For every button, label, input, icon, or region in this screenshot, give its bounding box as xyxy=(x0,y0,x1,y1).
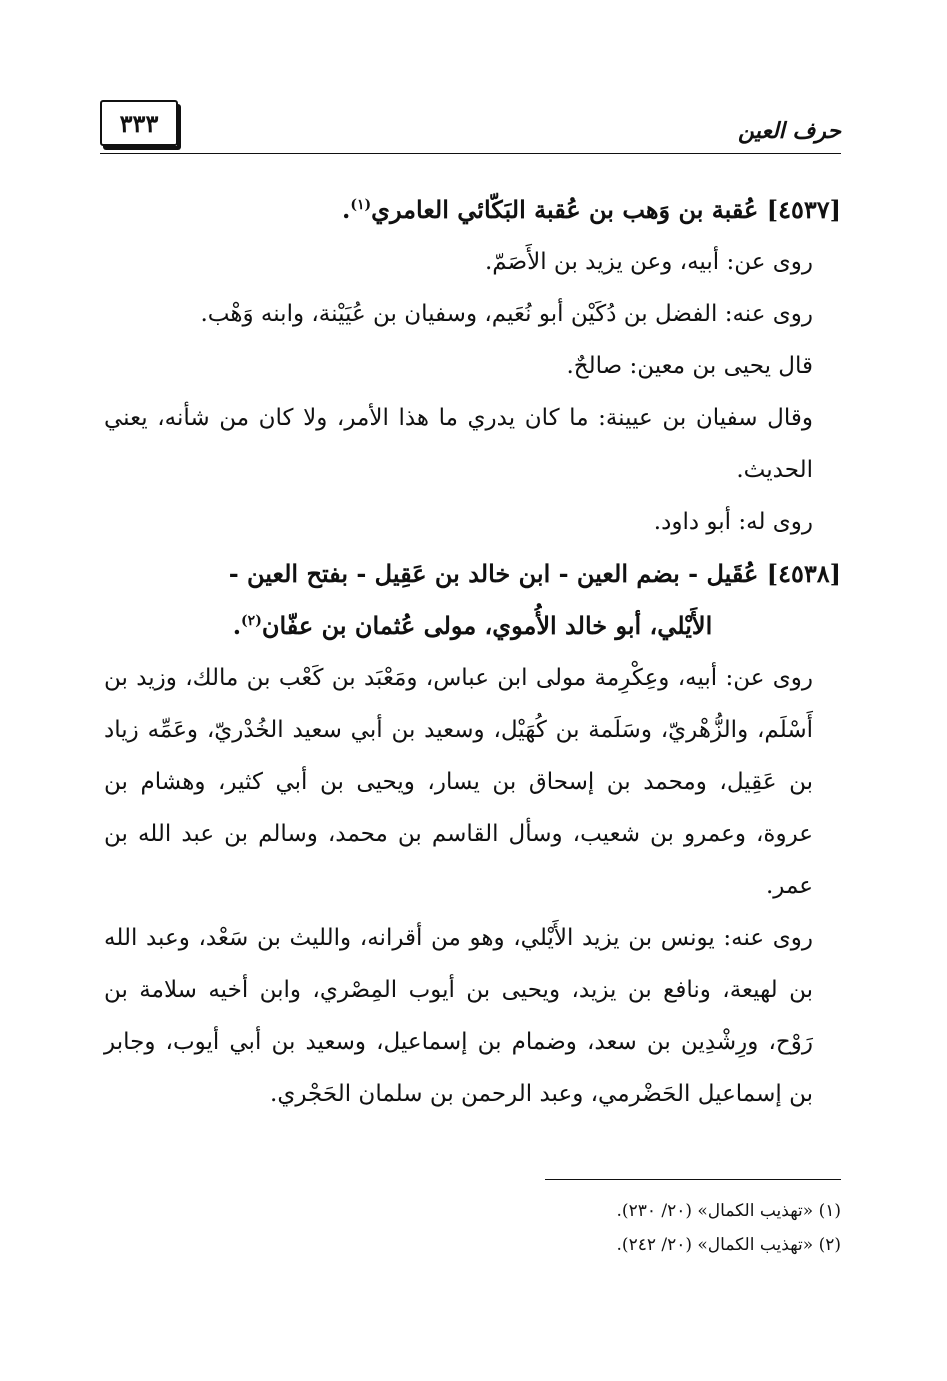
main-text xyxy=(104,184,841,1120)
footnote-ref-2: (٢) xyxy=(241,613,262,629)
entry-4538-heading-line2 xyxy=(104,600,841,652)
entry-4537-narrated-for: روى له: أبو داود. xyxy=(653,509,813,535)
footnote-ref-1: (١) xyxy=(350,197,372,213)
entry-4538-narrated-by: روى عنه: يونس بن يزيد الأَيْلي، وهو من أقرانه، والليث بن سَعْد، وعبد الله بن لهيعة، ونافع بن يزيد، ويحيى بن أيوب المِصْري، وابن أخيه سلامة بن رَوْح، ورِشْدِين بن سعد، وضمام بن إسماعيل، وسعيد بن أبي أيوب، وجابر بن إسماعيل الحَضْرمي، وعبد الرحمن بن سلمان الحَجْري. xyxy=(104,925,813,1107)
footnote-rule xyxy=(545,1179,841,1180)
entry-4537-ibn-uyayna: وقال سفيان بن عيينة: ما كان يدري ما هذا الأمر، ولا كان من شأنه، يعني الحديث. xyxy=(104,405,813,483)
entry-4538-narrated-from: روى عن: أبيه، وعِكْرِمة مولى ابن عباس، ومَعْبَد بن كَعْب بن مالك، وزيد بن أَسْلَم، والزُّهْريّ، وسَلَمة بن كُهَيْل، وسعيد بن أبي سعيد الخُدْريّ، وعَمِّه زياد بن عَقِيل، ومحمد بن إسحاق بن يسار، ويحيى بن أبي كثير، وهشام بن عروة، وعمرو بن شعيب، وسأل القاسم بن محمد، وسالم بن عبد الله بن عمر. xyxy=(104,665,813,899)
entry-4538-heading-line1: [٤٥٣٨] عُقَيل - بضم العين - ابن خالد بن عَقِيل - بفتح العين - xyxy=(228,559,841,588)
entry-4537-title: [٤٥٣٧] عُقبة بن وَهب بن عُقبة البَكّائي العامري xyxy=(371,195,841,224)
running-title: حرف العين xyxy=(737,118,841,144)
header-rule xyxy=(100,153,841,154)
entry-4537-ibn-maein: قال يحيى بن معين: صالحٌ. xyxy=(566,353,813,379)
entry-4538-title: الأَيْلي، أبو خالد الأُموي، مولى عُثمان بن عفّان xyxy=(261,611,713,640)
heading-end-1: . xyxy=(342,195,351,224)
heading-end-2: . xyxy=(232,611,242,640)
footnotes xyxy=(104,1194,841,1262)
footnote-2: (٢) «تهذيب الكمال» (٢٠/ ٢٤٢). xyxy=(616,1235,841,1255)
entry-4537-heading xyxy=(104,184,841,236)
entry-4537-narrated-from: روى عن: أبيه، وعن يزيد بن الأَصَمّ. xyxy=(484,249,813,275)
page-number: ٣٣٣ xyxy=(100,100,178,146)
footnote-1: (١) «تهذيب الكمال» (٢٠/ ٢٣٠). xyxy=(616,1201,841,1221)
entry-4537-narrated-by: روى عنه: الفضل بن دُكَيْن أبو نُعَيم، وسفيان بن عُيَيْنة، وابنه وَهْب. xyxy=(200,301,813,327)
